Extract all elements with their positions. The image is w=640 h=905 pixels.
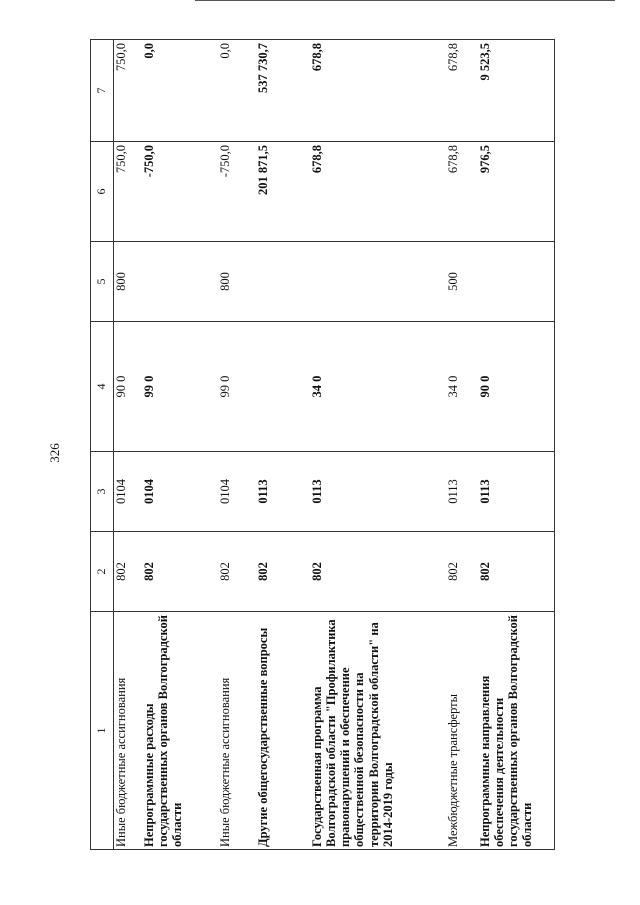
cell-col-4: 99 0 [142,322,218,452]
cell-col-7: 678,8 [446,40,478,142]
top-rule [195,0,615,1]
row-label: Непрограммные направления обеспечения деятельности государственных органов Волгоградской области [478,612,555,850]
cell-col-7: 750,0 [114,40,143,142]
cell-col-5: 800 [114,242,143,322]
cell-col-6: 750,0 [114,142,143,242]
cell-col-6: -750,0 [142,142,218,242]
table-row [114,40,143,850]
cell-col-3: 0113 [310,452,446,532]
table-row [256,40,310,850]
cell-col-7: 678,8 [310,40,446,142]
cell-col-6: 976,5 [478,142,555,242]
cell-col-6: 678,8 [446,142,478,242]
header-col-7: 7 [91,40,114,142]
cell-col-2: 802 [114,532,143,612]
table-row [446,40,478,850]
cell-col-3: 0104 [142,452,218,532]
row-label: Иные бюджетные ассигнования [114,612,143,850]
table-row [478,40,555,850]
row-label: Иные бюджетные ассигнования [218,612,256,850]
cell-col-4: 99 0 [218,322,256,452]
cell-col-2: 802 [478,532,555,612]
row-label: Непрограммные расходы государственных органов Волгоградской области [142,612,218,850]
table-row [218,40,256,850]
table-row [310,40,446,850]
cell-col-2: 802 [310,532,446,612]
cell-col-2: 802 [446,532,478,612]
cell-col-5 [310,242,446,322]
header-col-5: 5 [91,242,114,322]
cell-col-3: 0113 [256,452,310,532]
header-col-4: 4 [91,322,114,452]
cell-col-2: 802 [256,532,310,612]
header-row [91,40,114,850]
budget-table [90,39,555,850]
page-number: 326 [47,443,62,463]
cell-col-5 [256,242,310,322]
cell-col-3: 0104 [114,452,143,532]
cell-col-6: 678,8 [310,142,446,242]
table-row [142,40,218,850]
cell-col-3: 0113 [478,452,555,532]
cell-col-2: 802 [142,532,218,612]
header-col-6: 6 [91,142,114,242]
header-col-3: 3 [91,452,114,532]
cell-col-7: 9 523,5 [478,40,555,142]
cell-col-4: 34 0 [310,322,446,452]
row-label: Межбюджетные трансферты [446,612,478,850]
cell-col-6: 201 871,5 [256,142,310,242]
cell-col-4 [256,322,310,452]
cell-col-5 [478,242,555,322]
cell-col-5 [142,242,218,322]
cell-col-5: 500 [446,242,478,322]
cell-col-5: 800 [218,242,256,322]
cell-col-2: 802 [218,532,256,612]
cell-col-3: 0104 [218,452,256,532]
header-col-2: 2 [91,532,114,612]
row-label: Другие общегосударственные вопросы [256,612,310,850]
cell-col-7: 0,0 [218,40,256,142]
cell-col-4: 90 0 [114,322,143,452]
row-label: Государственная программа Волгоградской области "Профилактика правонарушений и обеспечение общественной безопасности на территории Волгоградской области" на 2014-2019 годы [310,612,446,850]
cell-col-3: 0113 [446,452,478,532]
rotated-table-container [90,40,635,850]
cell-col-7: 0,0 [142,40,218,142]
cell-col-7: 537 730,7 [256,40,310,142]
cell-col-6: -750,0 [218,142,256,242]
cell-col-4: 90 0 [478,322,555,452]
header-col-1: 1 [91,612,114,850]
cell-col-4: 34 0 [446,322,478,452]
